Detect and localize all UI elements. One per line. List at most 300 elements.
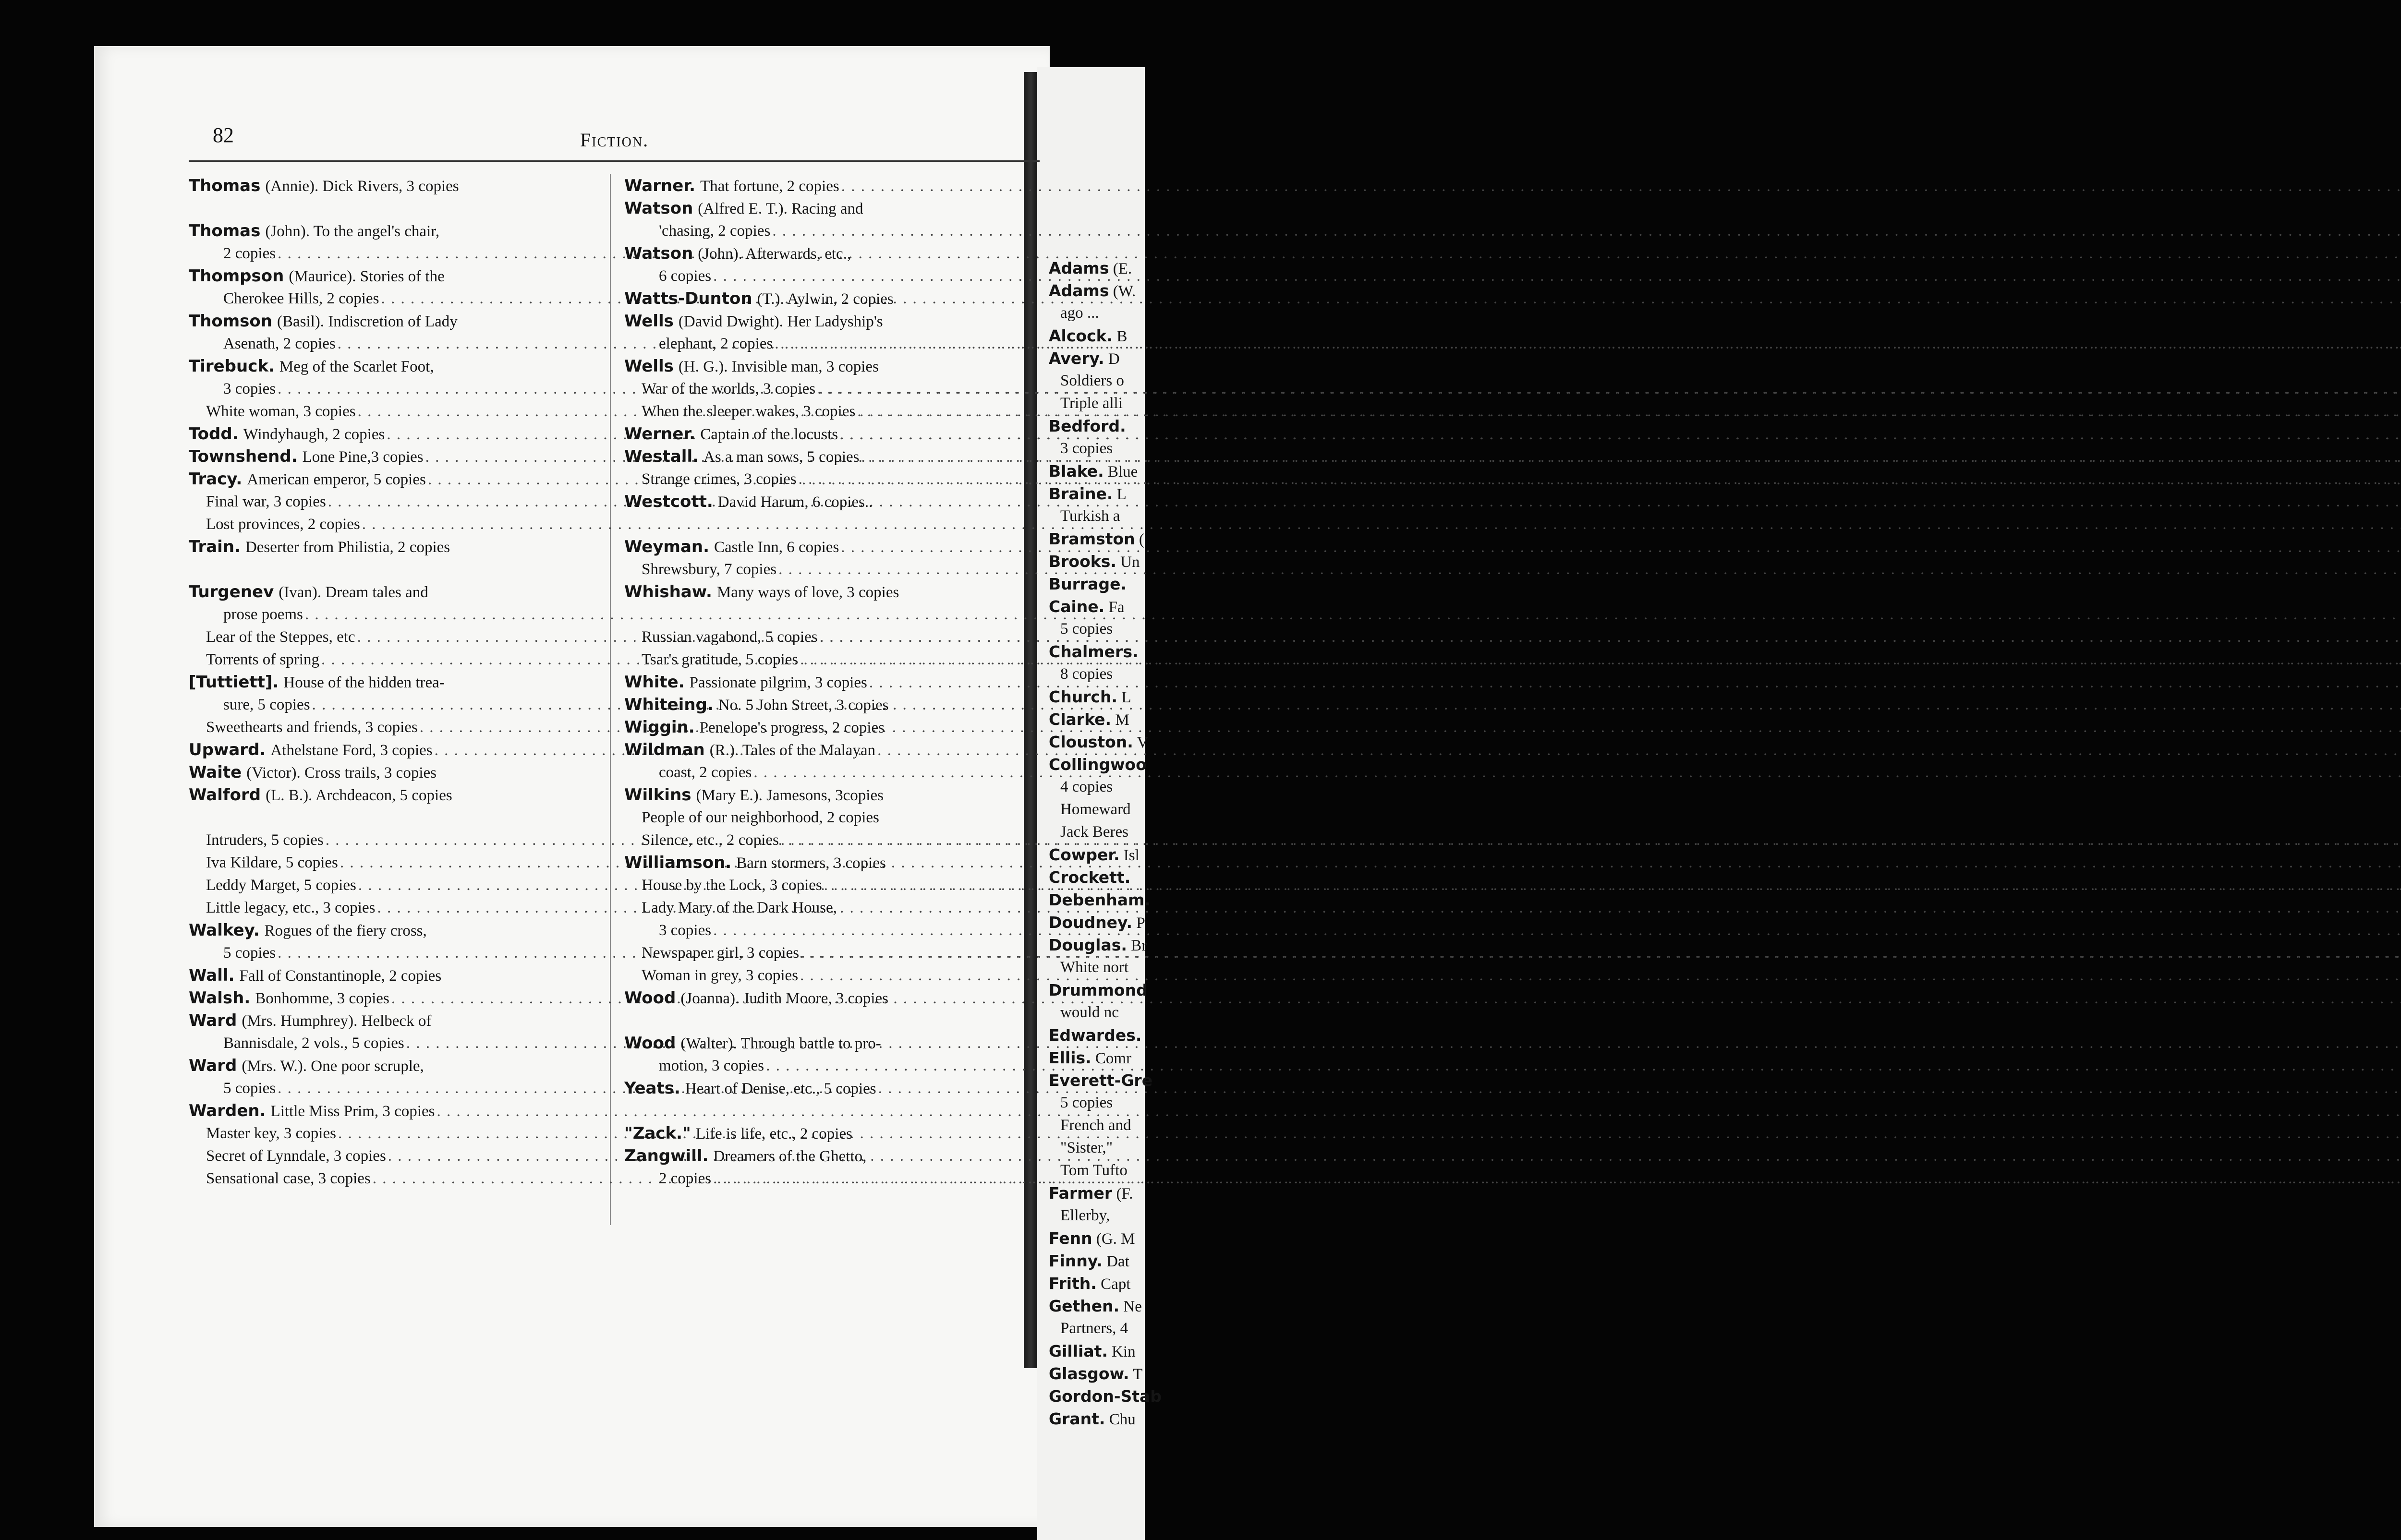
- index-entry-line: [189, 1032, 594, 1055]
- index-entry-line: [189, 333, 594, 355]
- leader-dots: [841, 536, 2401, 559]
- entry-text: Triple alli: [1060, 395, 1123, 412]
- author-heading: Douglas.: [1049, 936, 1127, 954]
- entry-text: (H. G.). Invisible man, 3 copies: [678, 358, 879, 375]
- index-entry-line: [624, 784, 1023, 806]
- entry-text: Jack Beres: [1060, 823, 1129, 841]
- index-entry-line: [624, 513, 1023, 536]
- index-entry-line: [189, 694, 594, 716]
- entry-text: (Maurice). Stories of the: [289, 268, 445, 285]
- entry-text: Passionate pilgrim, 3 copies: [689, 674, 867, 691]
- author-heading: Weyman.: [624, 537, 710, 556]
- author-heading: Braine.: [1049, 484, 1113, 503]
- author-heading: Chalmers.: [1049, 642, 1139, 661]
- entry-text: No. 5 John Street, 3 copies: [718, 697, 889, 714]
- index-entry-line: [624, 1077, 1023, 1100]
- entry-text: Final war, 3 copies: [206, 493, 326, 510]
- index-entry-line: [624, 1122, 1023, 1145]
- entry-text: House by the Lock, 3 copies: [642, 877, 822, 894]
- author-heading: Clouston.: [1049, 733, 1133, 751]
- author-heading: Alcock.: [1049, 326, 1113, 345]
- entry-text: 6 copies: [659, 267, 712, 285]
- entry-text: Lost provinces, 2 copies: [206, 516, 360, 533]
- facing-page-line: [1037, 1362, 1145, 1385]
- index-entry-line: [624, 1032, 1023, 1055]
- entry-text: (G. M: [1096, 1230, 1135, 1248]
- entry-text: Partners, 4: [1060, 1320, 1128, 1337]
- entry-text: Br: [1131, 937, 1147, 954]
- facing-page-line: [1037, 1385, 1162, 1408]
- entry-text: David Harum, 6 copies..: [717, 493, 873, 511]
- index-entry-line: [189, 964, 594, 987]
- author-heading: Watts-Dunton: [624, 289, 752, 308]
- entry-text: That fortune, 2 copies: [700, 178, 839, 195]
- author-heading: Debenham.: [1049, 890, 1151, 909]
- index-entry-line: [624, 288, 1023, 310]
- entry-text: (E.: [1113, 260, 1132, 277]
- index-entry-line: [624, 355, 1023, 378]
- entry-text: 4 copies: [1060, 778, 1113, 795]
- index-entry-line: [624, 400, 1023, 423]
- entry-text: 5 copies: [1060, 1094, 1113, 1111]
- entry-text: Un: [1120, 553, 1140, 571]
- author-heading: "Zack.": [624, 1124, 691, 1143]
- entry-text: Master key, 3 copies: [206, 1125, 336, 1142]
- index-entry-line: [624, 964, 1023, 987]
- author-heading: Watson: [624, 244, 693, 263]
- entry-text: Tsar's gratitude, 5 copies: [642, 651, 799, 668]
- leader-dots: [305, 603, 2401, 626]
- author-heading: Caine.: [1049, 597, 1105, 616]
- facing-page-line: [1037, 1295, 1145, 1317]
- entry-text: Bannisdale, 2 vols., 5 copies: [223, 1035, 404, 1052]
- entry-text: Woman in grey, 3 copies: [642, 967, 799, 984]
- entry-text: War of the worlds, 3 copies: [642, 380, 816, 397]
- index-entry-line: [189, 1100, 594, 1122]
- author-heading: Todd.: [189, 424, 239, 444]
- index-entry-line: [624, 829, 1023, 852]
- index-entry-line: [189, 558, 594, 581]
- entry-text: (John). To the angel's chair,: [265, 223, 440, 240]
- entry-text: (Victor). Cross trails, 3 copies: [246, 764, 437, 782]
- entry-text: (John). Afterwards, etc.,: [698, 245, 851, 263]
- index-entry-line: [624, 716, 1023, 739]
- author-heading: Thomas: [189, 221, 261, 241]
- entry-text: (L. B.). Archdeacon, 5 copies: [266, 787, 452, 804]
- index-entry-line: [624, 919, 1023, 942]
- leader-dots: [820, 626, 2401, 649]
- entry-text: Isl: [1123, 847, 1140, 864]
- author-heading: Westcott.: [624, 492, 713, 511]
- index-entry-line: [189, 197, 594, 220]
- index-entry-line: [624, 1167, 1023, 1190]
- entry-text: Newspaper girl, 3 copies: [642, 944, 800, 962]
- author-heading: Zangwill.: [624, 1146, 709, 1166]
- entry-text: Lady Mary of the Dark House,: [642, 899, 837, 916]
- index-entry-line: [189, 649, 594, 671]
- index-entry-line: [189, 739, 594, 761]
- index-entry-line: [189, 987, 594, 1010]
- author-heading: Everett-Gre: [1049, 1071, 1153, 1090]
- entry-text: Strange crimes, 3 copies: [642, 470, 797, 488]
- author-heading: Bramston: [1049, 529, 1135, 548]
- entry-text: 3 copies: [659, 922, 712, 939]
- author-heading: Waite: [189, 763, 242, 782]
- author-heading: Wood: [624, 988, 676, 1008]
- index-entry-line: [189, 242, 594, 265]
- index-entry-line: [624, 671, 1023, 694]
- entry-text: Russian vagabond, 5 copies: [642, 628, 818, 646]
- entry-text: Meg of the Scarlet Foot,: [279, 358, 434, 375]
- entry-text: (Mary E.). Jamesons, 3copies: [696, 787, 884, 804]
- author-heading: Gethen.: [1049, 1297, 1120, 1315]
- author-heading: Williamson.: [624, 853, 732, 872]
- index-entry-line: [624, 491, 1023, 513]
- facing-page-line: [1037, 1227, 1145, 1250]
- author-heading: Glasgow.: [1049, 1364, 1129, 1383]
- facing-page-line: [1037, 1340, 1145, 1362]
- entry-text: L: [1121, 689, 1131, 706]
- leader-dots: [713, 265, 2401, 288]
- entry-text: Ellerby,: [1060, 1207, 1110, 1224]
- entry-text: (Mrs. W.). One poor scruple,: [242, 1058, 424, 1075]
- author-heading: Bedford.: [1049, 417, 1126, 435]
- entry-text: 8 copies: [1060, 665, 1113, 683]
- entry-text: 5 copies: [1060, 620, 1113, 638]
- entry-text: prose poems: [223, 606, 303, 623]
- entry-text: (Alfred E. T.). Racing and: [698, 200, 863, 217]
- leader-dots: [278, 1077, 2401, 1100]
- author-heading: Blake.: [1049, 462, 1104, 481]
- index-entry-line: [624, 220, 1023, 242]
- author-heading: Ward: [189, 1056, 237, 1075]
- entry-text: Turkish a: [1060, 507, 1120, 525]
- entry-text: Iva Kildare, 5 copies: [206, 854, 338, 871]
- index-entry-line: [624, 310, 1023, 333]
- index-entry-line: [189, 829, 594, 852]
- index-entry-line: [189, 445, 594, 468]
- running-title: Fiction.: [580, 129, 649, 151]
- entry-text: Capt: [1101, 1275, 1131, 1293]
- index-entry-line: [624, 468, 1023, 491]
- index-entry-line: [624, 987, 1023, 1010]
- index-entry-line: [189, 1145, 594, 1167]
- index-entry-line: [624, 897, 1023, 919]
- author-heading: Collingwoo: [1049, 755, 1147, 774]
- entry-text: Homeward: [1060, 801, 1131, 818]
- entry-text: White woman, 3 copies: [206, 403, 356, 420]
- entry-text: Silence, etc., 2 copies: [642, 831, 779, 849]
- index-entry-line: [624, 333, 1023, 355]
- author-heading: Wall.: [189, 966, 235, 985]
- author-heading: Westall.: [624, 447, 699, 466]
- entry-text: Castle Inn, 6 copies: [714, 539, 839, 556]
- author-heading: Adams: [1049, 281, 1109, 300]
- index-entry-line: [624, 197, 1023, 220]
- author-heading: Edwardes.: [1049, 1026, 1142, 1045]
- index-entry-line: [189, 175, 594, 197]
- author-heading: Wells: [624, 312, 674, 331]
- author-heading: Wilkins: [624, 785, 691, 805]
- leader-dots: [800, 964, 2401, 987]
- left-column: [189, 175, 594, 1190]
- entry-text: 3 copies: [1060, 440, 1113, 457]
- entry-text: coast, 2 copies: [659, 764, 752, 781]
- leader-dots: [753, 761, 2401, 784]
- entry-text: Many ways of love, 3 copies: [716, 584, 899, 601]
- index-entry-line: [189, 1122, 594, 1145]
- index-entry-line: [189, 784, 594, 806]
- index-entry-line: [189, 919, 594, 942]
- entry-text: M: [1115, 711, 1129, 729]
- index-entry-line: [624, 739, 1023, 761]
- author-heading: Walkey.: [189, 921, 260, 940]
- index-entry-line: [189, 1010, 594, 1032]
- index-entry-line: [189, 468, 594, 491]
- entry-text: Shrewsbury, 7 copies: [642, 561, 777, 578]
- author-heading: White.: [624, 673, 685, 692]
- entry-text: P: [1136, 914, 1145, 932]
- entry-text: (Ivan). Dream tales and: [279, 584, 428, 601]
- index-entry-line: [189, 265, 594, 288]
- index-entry-line: [189, 626, 594, 649]
- entry-text: Ne: [1123, 1298, 1142, 1315]
- index-entry-line: [189, 1167, 594, 1190]
- author-heading: Ellis.: [1049, 1048, 1091, 1067]
- entry-text: 5 copies: [223, 944, 276, 962]
- entry-text: When the sleeper wakes, 3 copies: [642, 403, 856, 420]
- author-heading: Upward.: [189, 740, 266, 759]
- author-heading: Cowper.: [1049, 845, 1120, 864]
- index-entry-line: [189, 671, 594, 694]
- author-heading: Thomson: [189, 312, 272, 331]
- entry-text: House of the hidden trea-: [283, 674, 445, 691]
- author-heading: Crockett.: [1049, 868, 1131, 887]
- entry-text: ago ...: [1060, 304, 1099, 322]
- leader-dots: [713, 1167, 2401, 1190]
- author-heading: Thompson: [189, 266, 284, 286]
- index-entry-line: [189, 852, 594, 874]
- entry-text: Tom Tufto: [1060, 1162, 1128, 1179]
- entry-text: Fa: [1108, 599, 1125, 616]
- leader-dots: [800, 649, 2401, 671]
- entry-text: Sweethearts and friends, 3 copies: [206, 719, 418, 736]
- entry-text: Little legacy, etc., 3 copies: [206, 899, 376, 916]
- index-entry-line: [189, 220, 594, 242]
- entry-text: Deserter from Philistia, 2 copies: [245, 539, 450, 556]
- entry-text: Fall of Constantinople, 2 copies: [239, 967, 442, 985]
- index-entry-line: [189, 310, 594, 333]
- author-heading: Gilliat.: [1049, 1342, 1108, 1360]
- index-entry-line: [189, 874, 594, 897]
- author-heading: Wood: [624, 1034, 676, 1053]
- entry-text: Cherokee Hills, 2 copies: [223, 290, 379, 307]
- facing-page-line: [1037, 1250, 1145, 1272]
- entry-text: 5 copies: [223, 1080, 276, 1097]
- entry-text: D: [1108, 350, 1120, 368]
- author-heading: Walford: [189, 785, 261, 805]
- index-entry-line: [624, 1100, 1023, 1122]
- entry-text: (T.). Aylwin, 2 copies: [757, 290, 894, 308]
- entry-text: elephant, 2 copies: [659, 335, 773, 352]
- facing-page-line: [1037, 1272, 1145, 1295]
- index-entry-line: [624, 874, 1023, 897]
- author-heading: Tirebuck.: [189, 357, 275, 376]
- author-heading: Gordon-Stab: [1049, 1387, 1162, 1406]
- index-entry-line: [624, 626, 1023, 649]
- author-heading: Farmer: [1049, 1184, 1113, 1203]
- entry-text: (David Dwight). Her Ladyship's: [678, 313, 883, 330]
- author-heading: Tracy.: [189, 469, 243, 489]
- entry-text: (Walter). Through battle to pro-: [680, 1035, 881, 1052]
- entry-text: would nc: [1060, 1004, 1119, 1021]
- entry-text: (Annie). Dick Rivers, 3 copies: [265, 178, 459, 195]
- header-rule: [189, 160, 1040, 162]
- right-column: [624, 175, 1023, 1190]
- author-heading: Avery.: [1049, 349, 1104, 368]
- entry-text: Little Miss Prim, 3 copies: [270, 1103, 435, 1120]
- entry-text: Bonhomme, 3 copies: [255, 990, 389, 1007]
- index-entry-line: [624, 649, 1023, 671]
- author-heading: Thomas: [189, 176, 261, 195]
- index-entry-line: [189, 491, 594, 513]
- entry-text: Chu: [1109, 1411, 1136, 1428]
- index-entry-line: [189, 716, 594, 739]
- author-heading: Clarke.: [1049, 710, 1112, 729]
- index-entry-line: [624, 423, 1023, 445]
- author-heading: Brooks.: [1049, 552, 1116, 571]
- entry-text: (F.: [1116, 1185, 1133, 1203]
- index-entry-line: [624, 1055, 1023, 1077]
- entry-text: T: [1133, 1366, 1143, 1383]
- entry-text: Rogues of the fiery cross,: [264, 922, 427, 939]
- entry-text: (: [1139, 531, 1144, 548]
- entry-text: Dreamers of the Ghetto,: [713, 1148, 867, 1165]
- entry-text: Comr: [1095, 1050, 1132, 1067]
- entry-text: V: [1137, 734, 1149, 751]
- author-heading: Drummond: [1049, 981, 1148, 999]
- index-entry-line: [624, 242, 1023, 265]
- index-entry-line: [624, 806, 1023, 829]
- leader-dots: [801, 942, 2401, 964]
- author-heading: Doudney.: [1049, 913, 1133, 932]
- entry-text: (Basil). Indiscretion of Lady: [277, 313, 458, 330]
- entry-text: Penelope's progress, 2 copies: [699, 719, 885, 736]
- entry-text: motion, 3 copies: [659, 1057, 764, 1074]
- entry-text: People of our neighborhood, 2 copies: [642, 809, 879, 826]
- leader-dots: [857, 400, 2401, 423]
- index-entry-line: [624, 445, 1023, 468]
- entry-text: 3 copies: [223, 380, 276, 397]
- leader-dots: [778, 558, 2401, 581]
- index-entry-line: [189, 378, 594, 400]
- author-heading: [Tuttiett].: [189, 673, 279, 692]
- author-heading: Warden.: [189, 1101, 266, 1120]
- leader-dots: [278, 242, 2401, 265]
- author-heading: Wildman: [624, 740, 705, 759]
- index-entry-line: [189, 1077, 594, 1100]
- index-entry-line: [624, 852, 1023, 874]
- leader-dots: [824, 874, 2401, 897]
- entry-text: Blue: [1107, 463, 1138, 481]
- entry-text: Lone Pine,3 copies: [302, 448, 424, 466]
- entry-text: Soldiers o: [1060, 372, 1124, 389]
- index-entry-line: [189, 400, 594, 423]
- entry-text: American emperor, 5 copies: [247, 471, 426, 488]
- index-entry-line: [189, 513, 594, 536]
- entry-text: Lear of the Steppes, etc: [206, 628, 355, 646]
- entry-text: L: [1116, 486, 1127, 503]
- entry-text: White nort: [1060, 959, 1129, 976]
- entry-text: As a man sows, 5 copies: [703, 448, 860, 466]
- leader-dots: [781, 829, 2401, 852]
- author-heading: Warner.: [624, 176, 696, 195]
- entry-text: 2 copies: [223, 245, 276, 262]
- entry-text: 'chasing, 2 copies: [659, 222, 771, 240]
- index-entry-line: [624, 1010, 1023, 1032]
- entry-text: (W.: [1113, 283, 1136, 300]
- entry-text: Kin: [1112, 1343, 1136, 1360]
- entry-text: (Mrs. Humphrey). Helbeck of: [242, 1012, 432, 1030]
- entry-text: Leddy Marget, 5 copies: [206, 877, 356, 894]
- index-entry-line: [624, 378, 1023, 400]
- facing-page-line: [1037, 1204, 1145, 1227]
- author-heading: Ward: [189, 1011, 237, 1030]
- author-heading: Fenn: [1049, 1229, 1092, 1248]
- index-entry-line: [624, 942, 1023, 964]
- author-heading: Burrage.: [1049, 575, 1127, 593]
- facing-page-line: [1037, 1317, 1145, 1340]
- entry-text: Heart of Denise, etc., 5 copies: [685, 1080, 876, 1097]
- author-heading: Adams: [1049, 259, 1109, 277]
- index-entry-line: [624, 581, 1023, 603]
- author-heading: Finny.: [1049, 1251, 1103, 1270]
- leader-dots: [817, 378, 2401, 400]
- index-entry-line: [624, 175, 1023, 197]
- entry-text: Windyhaugh, 2 copies: [243, 426, 385, 443]
- author-heading: Townshend.: [189, 447, 298, 466]
- entry-text: Secret of Lynndale, 3 copies: [206, 1147, 386, 1165]
- leader-dots: [840, 423, 2401, 446]
- author-heading: Werner.: [624, 424, 696, 444]
- entry-text: Barn stormers, 3 copies: [736, 854, 886, 872]
- index-entry-line: [624, 603, 1023, 626]
- author-heading: Frith.: [1049, 1274, 1097, 1293]
- leader-dots: [799, 468, 2401, 491]
- entry-text: B: [1116, 328, 1128, 345]
- index-entry-line: [189, 288, 594, 310]
- entry-text: (Joanna). Judith Moore, 3 copies: [680, 990, 888, 1007]
- index-entry-line: [624, 265, 1023, 288]
- author-heading: Walsh.: [189, 988, 251, 1008]
- leader-dots: [713, 919, 2401, 942]
- index-entry-line: [624, 694, 1023, 716]
- entry-text: Life is life, etc., 2 copies: [695, 1125, 852, 1143]
- index-entry-line: [189, 806, 594, 829]
- index-entry-line: [189, 423, 594, 445]
- index-entry-line: [189, 603, 594, 626]
- index-entry-line: [189, 536, 594, 558]
- index-entry-line: [189, 761, 594, 784]
- author-heading: Train.: [189, 537, 241, 556]
- entry-text: Intruders, 5 copies: [206, 831, 324, 849]
- author-heading: Wells: [624, 357, 674, 376]
- index-entry-line: [189, 942, 594, 964]
- leader-dots: [841, 175, 2401, 198]
- index-entry-line: [624, 536, 1023, 558]
- leader-dots: [869, 672, 2401, 694]
- author-heading: Turgenev: [189, 582, 274, 602]
